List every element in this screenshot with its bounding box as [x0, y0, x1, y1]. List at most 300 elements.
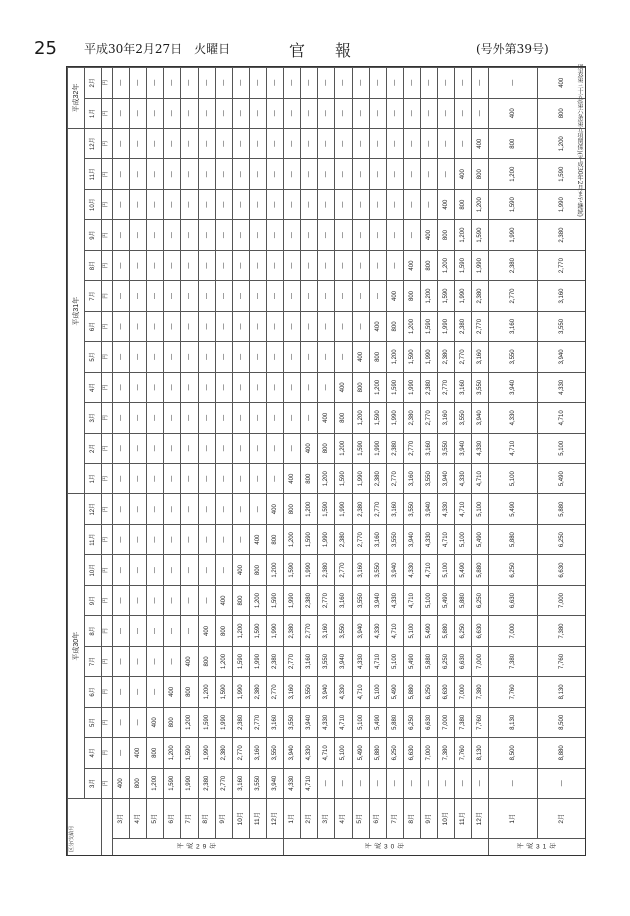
table-cell: —: [249, 494, 266, 524]
table-cell: 1,990: [284, 585, 301, 615]
table-cell: 1,590: [420, 311, 437, 341]
table-cell: 1,200: [198, 677, 215, 707]
table-cell: —: [352, 129, 369, 159]
table-cell: 2,380: [420, 372, 437, 402]
month-column-header: 10月: [85, 189, 102, 219]
table-cell: —: [215, 220, 232, 250]
table-cell: —: [284, 403, 301, 433]
table-cell: 2,770: [538, 250, 586, 280]
table-cell: 1,200: [249, 585, 266, 615]
unit-label: 円: [102, 707, 113, 737]
table-cell: —: [352, 98, 369, 128]
table-cell: 5,100: [538, 433, 586, 463]
table-cell: —: [113, 585, 130, 615]
table-cell: —: [215, 555, 232, 585]
table-cell: 1,200: [538, 129, 586, 159]
table-cell: —: [147, 129, 164, 159]
table-cell: —: [266, 129, 283, 159]
table-cell: 4,330: [352, 646, 369, 676]
table-cell: 6,630: [472, 616, 489, 646]
table-cell: —: [215, 68, 232, 99]
table-cell: 1,590: [352, 433, 369, 463]
table-cell: 1,990: [232, 677, 249, 707]
table-cell: 3,940: [489, 372, 538, 402]
table-cell: 6,630: [403, 738, 420, 768]
table-cell: —: [181, 524, 198, 554]
table-cell: —: [113, 555, 130, 585]
table-cell: —: [249, 129, 266, 159]
table-cell: —: [147, 220, 164, 250]
table-cell: —: [113, 98, 130, 128]
row-month-label: 7月: [386, 798, 403, 838]
table-cell: —: [181, 68, 198, 99]
row-month-label: 8月: [198, 798, 215, 838]
table-cell: —: [215, 524, 232, 554]
row-month-label: 12月: [266, 798, 283, 838]
table-cell: —: [232, 68, 249, 99]
table-cell: —: [198, 555, 215, 585]
table-cell: —: [147, 159, 164, 189]
month-column-header: 2月: [85, 68, 102, 99]
table-cell: 4,710: [472, 464, 489, 494]
table-cell: —: [215, 433, 232, 463]
table-cell: —: [301, 220, 318, 250]
table-cell: 1,990: [181, 768, 198, 798]
row-month-label: 5月: [147, 798, 164, 838]
table-cell: 1,200: [284, 524, 301, 554]
table-cell: 4,330: [318, 707, 335, 737]
table-cell: 4,710: [438, 524, 455, 554]
table-cell: 3,940: [538, 342, 586, 372]
row-month-label: 6月: [164, 798, 181, 838]
table-cell: 2,770: [455, 342, 472, 372]
table-cell: 1,200: [386, 342, 403, 372]
table-cell: 5,490: [352, 738, 369, 768]
table-cell: —: [232, 494, 249, 524]
table-cell: —: [215, 159, 232, 189]
table-cell: —: [164, 372, 181, 402]
table-cell: —: [130, 585, 147, 615]
table-cell: 3,940: [403, 524, 420, 554]
table-cell: —: [232, 220, 249, 250]
table-cell: 1,590: [438, 281, 455, 311]
table-cell: 1,590: [335, 464, 352, 494]
table-cell: —: [130, 250, 147, 280]
table-cell: —: [352, 281, 369, 311]
table-cell: —: [335, 311, 352, 341]
table-cell: 400: [130, 738, 147, 768]
table-cell: 800: [181, 677, 198, 707]
unit-label: 円: [102, 616, 113, 646]
table-cell: —: [232, 524, 249, 554]
table-cell: —: [352, 220, 369, 250]
table-cell: 4,710: [301, 768, 318, 798]
table-cell: —: [113, 159, 130, 189]
table-cell: —: [164, 342, 181, 372]
table-cell: —: [130, 98, 147, 128]
table-cell: 2,380: [538, 220, 586, 250]
table-cell: —: [266, 281, 283, 311]
table-cell: —: [215, 494, 232, 524]
table-cell: —: [284, 98, 301, 128]
table-cell: —: [352, 250, 369, 280]
table-cell: 1,200: [181, 707, 198, 737]
table-cell: —: [301, 342, 318, 372]
month-column-header: 5月: [85, 707, 102, 737]
table-cell: 2,770: [403, 433, 420, 463]
table-row: [455, 68, 472, 857]
table-cell: 1,200: [420, 281, 437, 311]
table-cell: 2,380: [301, 585, 318, 615]
table-cell: 4,330: [438, 494, 455, 524]
table-cell: 1,200: [438, 250, 455, 280]
table-cell: 400: [249, 524, 266, 554]
table-row: [438, 68, 455, 857]
table-cell: —: [215, 403, 232, 433]
month-column-header: 8月: [85, 616, 102, 646]
table-cell: 4,710: [489, 433, 538, 463]
month-header-row: [85, 68, 102, 857]
table-cell: 3,940: [335, 646, 352, 676]
table-row: [369, 68, 386, 857]
table-cell: 3,940: [369, 585, 386, 615]
table-cell: —: [147, 494, 164, 524]
table-cell: 2,380: [318, 555, 335, 585]
table-cell: 2,770: [386, 464, 403, 494]
row-month-label: 3月: [318, 798, 335, 838]
table-cell: —: [113, 616, 130, 646]
table-cell: 5,880: [420, 646, 437, 676]
table-cell: 5,490: [538, 464, 586, 494]
table-cell: 2,380: [215, 738, 232, 768]
table-cell: —: [318, 342, 335, 372]
table-cell: —: [284, 281, 301, 311]
row-month-label: 5月: [352, 798, 369, 838]
table-cell: —: [266, 372, 283, 402]
table-cell: 1,590: [489, 189, 538, 219]
table-cell: 1,200: [403, 311, 420, 341]
table-cell: —: [113, 464, 130, 494]
table-cell: —: [403, 159, 420, 189]
table-cell: 2,380: [335, 524, 352, 554]
table-cell: 7,760: [538, 646, 586, 676]
table-cell: 4,330: [472, 433, 489, 463]
period-header: 平成30年: [68, 494, 85, 799]
table-cell: —: [113, 494, 130, 524]
table-cell: —: [318, 189, 335, 219]
table-cell: 3,160: [249, 738, 266, 768]
table-cell: —: [386, 220, 403, 250]
period-header-row: [68, 68, 85, 857]
table-cell: 2,380: [232, 707, 249, 737]
table-cell: 5,880: [455, 585, 472, 615]
table-cell: 2,770: [352, 524, 369, 554]
table-cell: 1,990: [215, 707, 232, 737]
table-cell: 8,880: [538, 738, 586, 768]
table-row: [318, 68, 335, 857]
row-month-label: 10月: [232, 798, 249, 838]
table-cell: 5,490: [438, 585, 455, 615]
row-month-label: 11月: [455, 798, 472, 838]
table-row: [301, 68, 318, 857]
table-cell: —: [164, 494, 181, 524]
table-cell: —: [335, 220, 352, 250]
month-column-header: 5月: [85, 342, 102, 372]
table-cell: —: [266, 159, 283, 189]
table-cell: 7,380: [455, 707, 472, 737]
table-cell: 7,380: [489, 646, 538, 676]
table-cell: —: [198, 403, 215, 433]
table-cell: —: [181, 403, 198, 433]
unit-label: 円: [102, 281, 113, 311]
table-cell: —: [284, 311, 301, 341]
table-cell: —: [232, 281, 249, 311]
table-cell: —: [266, 250, 283, 280]
table-row: [147, 68, 164, 857]
row-month-label: 9月: [420, 798, 437, 838]
table-cell: —: [438, 68, 455, 99]
table-cell: —: [232, 403, 249, 433]
row-month-label: 7月: [181, 798, 198, 838]
table-cell: —: [130, 677, 147, 707]
table-cell: —: [352, 68, 369, 99]
month-column-header: 7月: [85, 646, 102, 676]
table-cell: 3,940: [420, 494, 437, 524]
unit-label: 円: [102, 738, 113, 768]
table-cell: —: [130, 311, 147, 341]
page-number: 25: [34, 38, 57, 59]
table-cell: —: [164, 159, 181, 189]
table-cell: 1,590: [472, 220, 489, 250]
table-cell: —: [335, 68, 352, 99]
row-month-label: 1月: [489, 798, 538, 838]
table-cell: —: [113, 250, 130, 280]
table-cell: 6,630: [455, 646, 472, 676]
table-cell: 3,550: [301, 677, 318, 707]
table-cell: —: [403, 68, 420, 99]
table-row: [113, 68, 130, 857]
table-cell: 3,550: [318, 646, 335, 676]
table-cell: 6,630: [420, 707, 437, 737]
table-cell: 800: [266, 524, 283, 554]
table-cell: —: [198, 281, 215, 311]
table-cell: —: [198, 189, 215, 219]
month-column-header: 12月: [85, 129, 102, 159]
rotated-table-container: [67, 67, 586, 856]
row-month-label: 3月: [113, 798, 130, 838]
table-cell: 5,880: [538, 494, 586, 524]
table-cell: —: [181, 220, 198, 250]
table-cell: 1,590: [301, 524, 318, 554]
unit-label: 円: [102, 372, 113, 402]
table-cell: —: [181, 585, 198, 615]
table-cell: —: [215, 129, 232, 159]
table-cell: 8,130: [538, 677, 586, 707]
table-cell: 2,770: [215, 768, 232, 798]
table-cell: 1,990: [318, 524, 335, 554]
row-group-label: 平成29年: [113, 839, 284, 857]
month-column-header: 3月: [85, 768, 102, 798]
table-cell: —: [266, 311, 283, 341]
table-cell: 400: [301, 433, 318, 463]
table-cell: 3,160: [318, 616, 335, 646]
table-cell: 800: [455, 189, 472, 219]
table-cell: 1,590: [538, 159, 586, 189]
table-cell: 2,770: [249, 707, 266, 737]
table-cell: 4,710: [386, 616, 403, 646]
table-cell: —: [249, 372, 266, 402]
table-cell: —: [164, 189, 181, 219]
table-cell: 7,380: [438, 738, 455, 768]
table-cell: —: [147, 68, 164, 99]
table-cell: 1,590: [403, 342, 420, 372]
row-month-label: 6月: [369, 798, 386, 838]
table-cell: —: [113, 524, 130, 554]
table-cell: —: [420, 68, 437, 99]
table-cell: 400: [438, 189, 455, 219]
table-cell: 1,590: [181, 738, 198, 768]
table-cell: —: [164, 616, 181, 646]
table-cell: 1,590: [369, 403, 386, 433]
table-cell: —: [181, 159, 198, 189]
table-cell: —: [232, 159, 249, 189]
table-cell: —: [198, 311, 215, 341]
table-cell: —: [215, 464, 232, 494]
table-cell: 2,770: [438, 372, 455, 402]
table-cell: 1,990: [472, 250, 489, 280]
table-cell: —: [284, 372, 301, 402]
table-cell: —: [386, 768, 403, 798]
table-cell: —: [147, 524, 164, 554]
table-cell: —: [335, 250, 352, 280]
table-cell: 400: [455, 159, 472, 189]
table-cell: —: [335, 281, 352, 311]
table-cell: —: [420, 129, 437, 159]
table-cell: —: [130, 68, 147, 99]
unit-label: 円: [102, 159, 113, 189]
table-cell: —: [130, 281, 147, 311]
table-cell: 1,990: [266, 616, 283, 646]
table-row: [284, 68, 301, 857]
table-cell: 5,490: [369, 707, 386, 737]
table-cell: 8,130: [489, 707, 538, 737]
table-cell: 400: [369, 311, 386, 341]
table-cell: 2,770: [284, 646, 301, 676]
table-cell: —: [249, 281, 266, 311]
table-cell: 5,490: [420, 616, 437, 646]
table-cell: 1,590: [232, 646, 249, 676]
table-cell: —: [198, 524, 215, 554]
table-cell: 3,940: [301, 707, 318, 737]
table-cell: —: [215, 342, 232, 372]
table-cell: —: [113, 738, 130, 768]
table-cell: —: [335, 768, 352, 798]
table-cell: —: [455, 768, 472, 798]
table-cell: —: [147, 677, 164, 707]
table-cell: —: [164, 464, 181, 494]
month-column-header: 8月: [85, 250, 102, 280]
table-cell: 3,160: [438, 403, 455, 433]
table-cell: 400: [403, 250, 420, 280]
month-column-header: 11月: [85, 524, 102, 554]
table-cell: 2,380: [198, 768, 215, 798]
table-cell: 5,100: [403, 616, 420, 646]
table-cell: 5,100: [352, 707, 369, 737]
table-cell: —: [232, 189, 249, 219]
table-cell: —: [130, 555, 147, 585]
table-cell: 1,200: [472, 189, 489, 219]
table-cell: 800: [403, 281, 420, 311]
table-cell: —: [147, 372, 164, 402]
table-cell: 5,490: [386, 677, 403, 707]
table-cell: 2,770: [232, 738, 249, 768]
table-cell: 3,550: [284, 707, 301, 737]
table-cell: —: [147, 281, 164, 311]
table-cell: —: [403, 189, 420, 219]
table-cell: —: [130, 372, 147, 402]
table-cell: 400: [232, 555, 249, 585]
table-cell: —: [455, 129, 472, 159]
row-month-label: 10月: [438, 798, 455, 838]
table-cell: —: [147, 585, 164, 615]
table-cell: 5,490: [489, 494, 538, 524]
table-cell: —: [130, 342, 147, 372]
table-cell: —: [249, 189, 266, 219]
table-cell: 5,880: [403, 677, 420, 707]
table-cell: 3,940: [438, 464, 455, 494]
table-cell: 1,990: [352, 464, 369, 494]
table-cell: —: [249, 433, 266, 463]
unit-label: 円: [102, 464, 113, 494]
table-cell: —: [198, 494, 215, 524]
table-cell: 5,880: [369, 738, 386, 768]
unit-label: 円: [102, 342, 113, 372]
table-cell: 7,760: [489, 677, 538, 707]
period-header: 平成31年: [68, 129, 85, 494]
table-cell: 6,250: [386, 738, 403, 768]
table-cell: 1,590: [198, 707, 215, 737]
unit-label: 円: [102, 768, 113, 798]
table-cell: 6,250: [538, 524, 586, 554]
table-cell: —: [215, 189, 232, 219]
table-cell: —: [147, 464, 164, 494]
table-row: [472, 68, 489, 857]
table-cell: —: [232, 342, 249, 372]
table-cell: —: [130, 129, 147, 159]
table-cell: 400: [318, 403, 335, 433]
table-cell: —: [318, 768, 335, 798]
table-cell: —: [403, 768, 420, 798]
table-cell: —: [386, 98, 403, 128]
table-cell: 2,770: [472, 311, 489, 341]
table-cell: —: [489, 68, 538, 99]
table-cell: —: [266, 98, 283, 128]
table-cell: 3,550: [386, 524, 403, 554]
table-cell: —: [386, 159, 403, 189]
table-row: [538, 68, 586, 857]
table-cell: —: [232, 129, 249, 159]
table-cell: 6,250: [438, 646, 455, 676]
table-cell: 1,990: [455, 281, 472, 311]
table-cell: 4,330: [538, 372, 586, 402]
table-cell: —: [232, 98, 249, 128]
table-cell: 3,550: [438, 433, 455, 463]
unit-label: 円: [102, 68, 113, 99]
table-cell: —: [318, 250, 335, 280]
table-cell: —: [147, 616, 164, 646]
month-column-header: 9月: [85, 220, 102, 250]
table-cell: 3,550: [403, 494, 420, 524]
